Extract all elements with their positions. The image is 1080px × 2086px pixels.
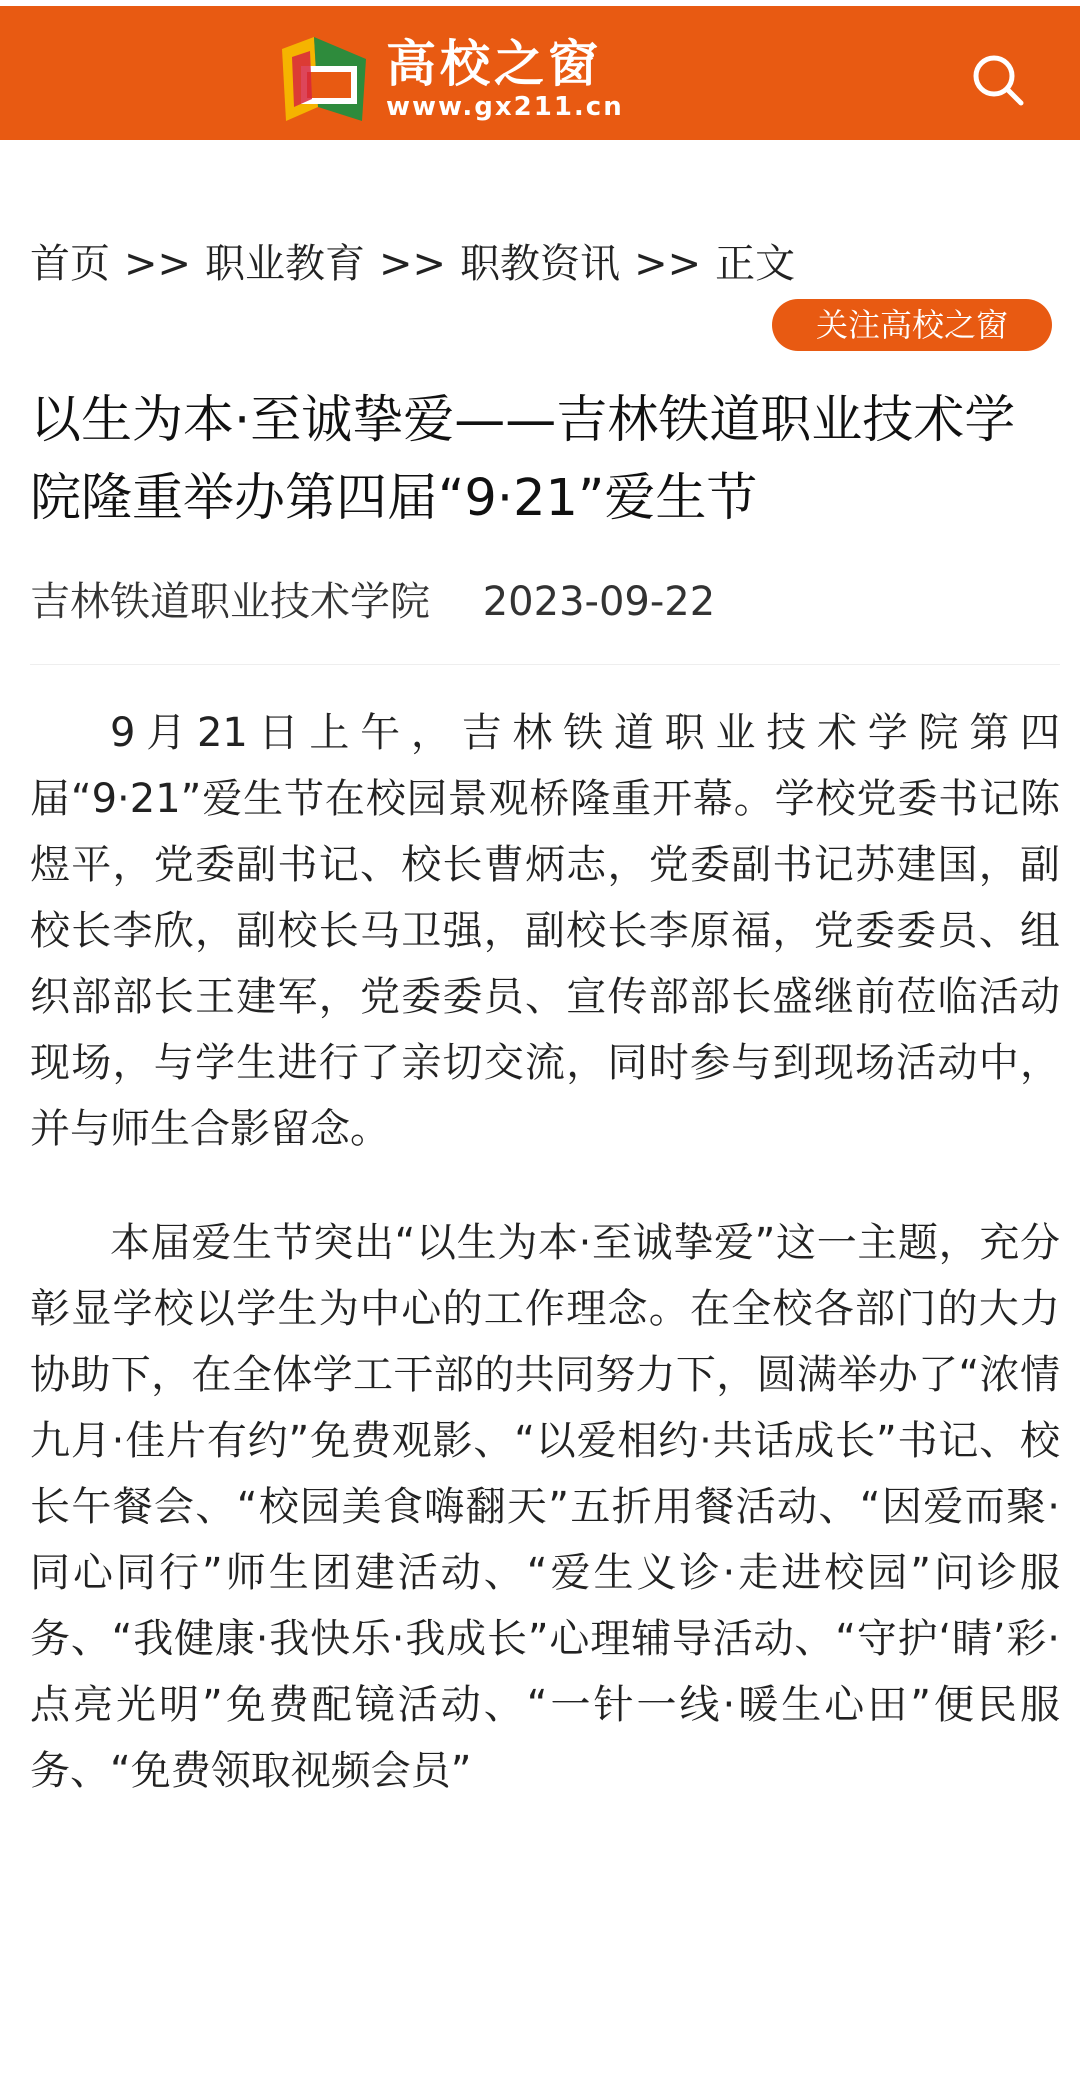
article-body: [30, 700, 1060, 1852]
article-paragraph: 本届爱生节突出“以生为本·至诚挚爱”这一主题，充分彰显学校以学生为中心的工作理念。在全校各部门的大力协助下，在全体学工干部的共同努力下，圆满举办了“浓情九月·佳片有约”免费观影、“以爱相约·共话成长”书记、校长午餐会、“校园美食嗨翻天”五折用餐活动、“因爱而聚·同心同行”师生团建活动、“爱生义诊·走进校园”问诊服务、“我健康·我快乐·我成长”心理辅导活动、“守护‘睛’彩·点亮光明”免费配镜活动、“一针一线·暖生心田”便民服务、“免费领取视频会员”: [30, 1220, 1060, 1794]
article-source: 吉林铁道职业技术学院: [30, 579, 430, 625]
article-paragraph: 9月21日上午，吉林铁道职业技术学院第四届“9·21”爱生节在校园景观桥隆重开幕。学校党委书记陈煜平，党委副书记、校长曹炳志，党委副书记苏建国，副校长李欣，副校长马卫强，副校长李原福，党委委员、组织部部长王建军，党委委员、宣传部部长盛继前莅临活动现场，与学生进行了亲切交流，同时参与到现场活动中，并与师生合影留念。: [30, 710, 1060, 1152]
breadcrumb-vocational-news[interactable]: 职教资讯: [460, 241, 621, 287]
search-button[interactable]: [964, 46, 1034, 116]
breadcrumb-current: 正文: [715, 241, 796, 287]
article-meta: [30, 574, 715, 630]
breadcrumb-separator: >>: [379, 241, 447, 287]
divider: [30, 664, 1060, 665]
breadcrumb-vocational-education[interactable]: 职业教育: [205, 241, 366, 287]
breadcrumb-separator: >>: [634, 241, 702, 287]
site-header: [0, 0, 1080, 140]
follow-button[interactable]: 关注高校之窗: [772, 299, 1052, 351]
logo-url: www.gx211.cn: [386, 92, 624, 122]
site-logo[interactable]: [274, 24, 624, 134]
article-title: 以生为本·至诚挚爱——吉林铁道职业技术学院隆重举办第四届“9·21”爱生节: [30, 391, 1016, 528]
article-date: 2023-09-22: [482, 579, 716, 625]
breadcrumb: [30, 236, 795, 292]
gx211-logo-icon: [274, 29, 374, 129]
search-icon: [969, 51, 1029, 111]
logo-title: 高校之窗: [386, 35, 602, 93]
breadcrumb-home[interactable]: 首页: [30, 241, 110, 287]
breadcrumb-separator: >>: [124, 241, 192, 287]
